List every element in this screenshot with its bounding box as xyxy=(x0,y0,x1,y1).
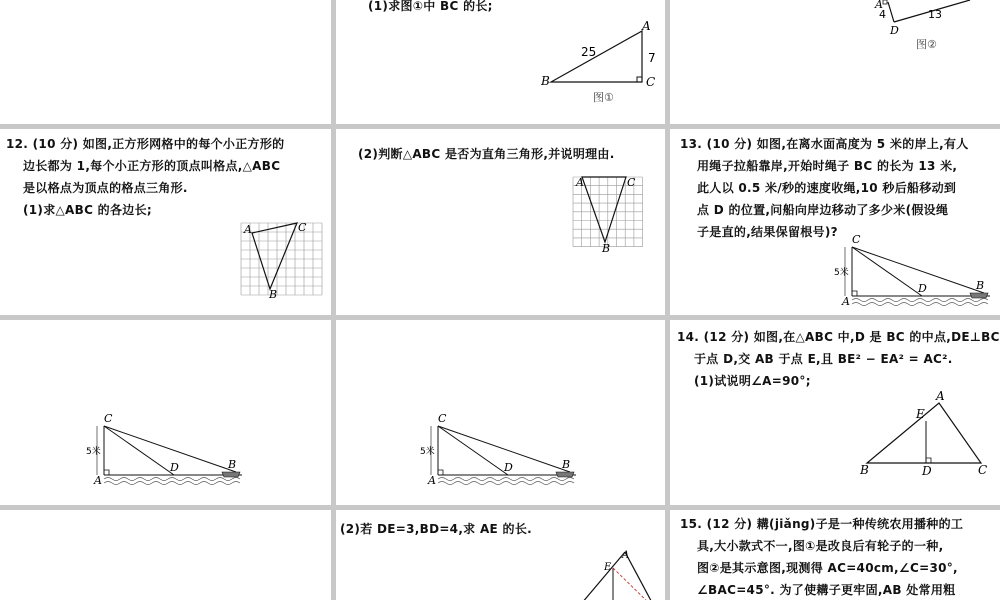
q14-line-3: (1)试说明∠A=90°; xyxy=(694,374,811,388)
copy1-label-a: A xyxy=(94,474,102,487)
q14-triangle-figure xyxy=(670,320,1000,505)
q12-line-1: 12. (10 分) 如图,正方形网格中的每个小正方形的 xyxy=(6,137,285,151)
copy2-label-b: B xyxy=(562,458,571,471)
blank-answer-cell xyxy=(0,0,331,124)
q13-cell xyxy=(670,129,1000,315)
q12-fig1-label-c: C xyxy=(298,221,307,234)
q14-part2-cell xyxy=(336,510,665,600)
q13-line-2: 用绳子拉船靠岸,开始时绳子 BC 的长为 13 米, xyxy=(697,159,958,173)
q14-line-2: 于点 D,交 AB 于点 E,且 BE² − EA² = AC². xyxy=(694,352,953,366)
q12-fig2-label-b: B xyxy=(602,242,611,255)
q12-grid-figure-2 xyxy=(336,129,665,315)
q13-label-d: D xyxy=(918,282,927,295)
q14-label-a: A xyxy=(936,389,945,403)
q12-part1: (1)求△ABC 的各边长; xyxy=(23,203,152,217)
copy2-label-a: A xyxy=(428,474,436,487)
q14-line-1: 14. (12 分) 如图,在△ABC 中,D 是 BC 的中点,DE⊥BC xyxy=(677,330,1000,344)
q14-label-c: C xyxy=(978,463,988,477)
copy2-height-label: 5米 xyxy=(420,447,435,457)
q12-line-3: 是以格点为顶点的格点三角形. xyxy=(23,181,188,195)
q12-fig1-label-b: B xyxy=(269,288,278,301)
q13-line-3: 此人以 0.5 米/秒的速度收绳,10 秒后船移动到 xyxy=(697,181,957,195)
q13-label-b: B xyxy=(976,279,985,292)
q11-figure2-cell xyxy=(670,0,1000,124)
q11-hyp-length: 25 xyxy=(581,45,597,59)
q13-label-a: A xyxy=(842,295,850,308)
q13-height-label: 5米 xyxy=(834,268,849,278)
q15-line-1: 15. (12 分) 耩(jiǎng)子是一种传统农用播种的工 xyxy=(680,517,964,531)
q11-label-a: A xyxy=(642,19,651,33)
q12-fig1-label-a: A xyxy=(244,223,252,236)
copy1-label-b: B xyxy=(228,458,237,471)
q14-part2-text: (2)若 DE=3,BD=4,求 AE 的长. xyxy=(340,522,532,536)
q13-figure-group xyxy=(834,233,990,308)
q12-grid-figure-1 xyxy=(0,129,331,315)
q11-label-c: C xyxy=(646,75,656,89)
copy2-label-d: D xyxy=(504,461,513,474)
q12-line-2: 边长都为 1,每个小正方形的顶点叫格点,△ABC xyxy=(23,159,281,173)
q13-boat-figure xyxy=(670,129,1000,315)
q15-line-4: ∠BAC=45°. 为了使耩子更牢固,AB 处常用粗 xyxy=(697,583,956,597)
q14-label-d: D xyxy=(922,464,932,478)
q14-cell xyxy=(670,320,1000,505)
q11-fig2-caption: 图② xyxy=(916,38,937,51)
q11-leg-length: 7 xyxy=(648,51,656,65)
q14-part2-label-e: E xyxy=(604,562,612,573)
q13-answer-cell-1 xyxy=(0,320,331,505)
q11-fig2-length-13: 13 xyxy=(928,8,942,21)
q12-fig2-label-a: A xyxy=(576,176,584,189)
q14-label-e: E xyxy=(916,407,925,421)
q12-fig2-label-c: C xyxy=(627,176,636,189)
q13-boat-figure-copy-2 xyxy=(336,320,665,505)
q13-boat-figure-copy-1 xyxy=(0,320,331,505)
q12-part2-text: (2)判断△ABC 是否为直角三角形,并说明理由. xyxy=(358,147,615,161)
q14-part2-label-a: A xyxy=(622,550,630,561)
blank-answer-cell-2 xyxy=(0,510,331,600)
q11-label-b: B xyxy=(541,74,550,88)
copy1-label-c: C xyxy=(104,412,113,425)
q11-figure-1 xyxy=(336,0,665,124)
q15-line-2: 具,大小款式不一,图①是改良后有轮子的一种, xyxy=(697,539,944,553)
q12-cell xyxy=(0,129,331,315)
q13-answer-cell-2 xyxy=(336,320,665,505)
q14-label-b: B xyxy=(860,463,869,477)
copy1-label-d: D xyxy=(170,461,179,474)
q13-label-c: C xyxy=(852,233,861,246)
q15-cell xyxy=(670,510,1000,600)
q14-triangle-figure-partial xyxy=(336,510,665,600)
q11-fig2-length-4: 4 xyxy=(879,8,886,21)
q13-line-5: 子是直的,结果保留根号)? xyxy=(697,225,838,239)
q11-fig2-label-a: A xyxy=(875,0,883,11)
q11-part1-cell xyxy=(336,0,665,124)
q11-fig2-label-d: D xyxy=(890,24,899,37)
q11-figure-2 xyxy=(670,0,1000,124)
q11-fig1-caption: 图① xyxy=(593,91,614,104)
q13-line-4: 点 D 的位置,问船向岸边移动了多少米(假设绳 xyxy=(697,203,949,217)
q15-line-3: 图②是其示意图,现测得 AC=40cm,∠C=30°, xyxy=(697,561,958,575)
q12-part2-cell xyxy=(336,129,665,315)
copy2-label-c: C xyxy=(438,412,447,425)
copy1-height-label: 5米 xyxy=(86,447,101,457)
q11-part1-text: (1)求图①中 BC 的长; xyxy=(368,0,493,13)
q13-line-1: 13. (10 分) 如图,在离水面高度为 5 米的岸上,有人 xyxy=(680,137,969,151)
